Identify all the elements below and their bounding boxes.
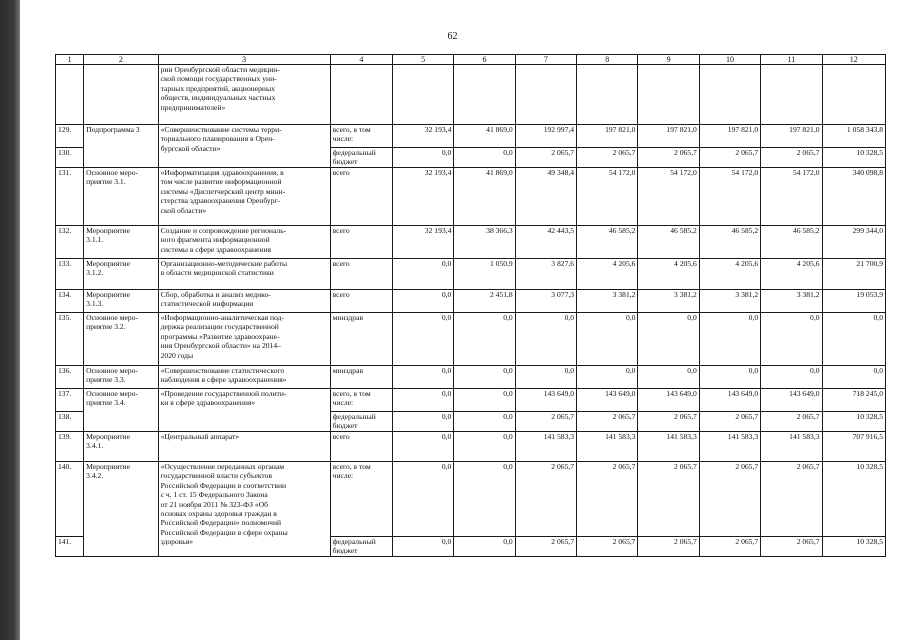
table-row	[56, 125, 886, 148]
item-name-cell: Мероприятие 3.4.2.	[84, 462, 158, 557]
table-row	[56, 226, 886, 259]
amount-cell: 2 451,8	[454, 290, 515, 313]
item-description-cell: «Осуществление переданных органам государственной власти субъектов Российской Федерации в соответствии с ч. 1 ст. 15 Федерального Закона от 21 ноября 2011 № 323-ФЗ «Об основах охраны здоровья граждан в Российской Федерации» полномочий Российской Федерации в сфере охраны здоровья»	[158, 462, 330, 557]
amount-cell: 2 065,7	[515, 148, 576, 168]
amount-cell: 46 585,2	[577, 226, 638, 259]
amount-cell: 0,0	[393, 313, 454, 366]
amount-cell: 2 065,7	[515, 537, 576, 557]
amount-cell: 32 193,4	[393, 125, 454, 148]
item-name-cell: Подпрограмма 3	[84, 125, 158, 168]
amount-cell: 1 058 343,8	[822, 125, 885, 148]
amount-cell: 2 065,7	[638, 537, 699, 557]
row-number-cell: 138.	[56, 412, 84, 432]
amount-cell: 2 065,7	[577, 412, 638, 432]
amount-cell: 46 585,2	[638, 226, 699, 259]
amount-cell: 3 077,3	[515, 290, 576, 313]
item-name-cell: Мероприятие 3.1.3.	[84, 290, 158, 313]
amount-cell: 0,0	[577, 313, 638, 366]
funding-source-cell: минздрав	[330, 366, 392, 389]
amount-cell: 0,0	[454, 366, 515, 389]
page-number: 62	[447, 31, 458, 42]
funding-source-cell: всего, в том числе:	[330, 125, 392, 148]
amount-cell: 141 583,3	[761, 432, 822, 462]
column-header: 8	[577, 55, 638, 65]
amount-cell: 141 583,3	[638, 432, 699, 462]
amount-cell	[638, 65, 699, 125]
amount-cell: 197 821,0	[699, 125, 760, 148]
amount-cell: 2 065,7	[761, 537, 822, 557]
amount-cell: 4 205,6	[761, 259, 822, 290]
table-row	[56, 65, 886, 125]
amount-cell: 0,0	[638, 313, 699, 366]
amount-cell: 3 381,2	[638, 290, 699, 313]
amount-cell: 0,0	[393, 432, 454, 462]
amount-cell: 143 649,0	[699, 389, 760, 412]
funding-source-cell: федеральный бюджет	[330, 148, 392, 168]
table-row	[56, 432, 886, 462]
amount-cell: 0,0	[454, 313, 515, 366]
amount-cell: 10 328,5	[822, 148, 885, 168]
amount-cell: 19 053,9	[822, 290, 885, 313]
budget-table	[55, 54, 886, 557]
column-header: 3	[158, 55, 330, 65]
amount-cell: 0,0	[454, 432, 515, 462]
amount-cell: 0,0	[822, 313, 885, 366]
table-row	[56, 389, 886, 412]
amount-cell: 54 172,0	[761, 168, 822, 226]
amount-cell: 21 700,9	[822, 259, 885, 290]
item-description-cell: «Информатизация здравоохранения, в том числе развитие информационной системы «Диспетчерский центр мини- стерства здравоохранения Оренбург- ской области»	[158, 168, 330, 226]
column-header: 12	[822, 55, 885, 65]
amount-cell: 4 205,6	[577, 259, 638, 290]
row-number-cell: 134.	[56, 290, 84, 313]
amount-cell: 2 065,7	[761, 412, 822, 432]
funding-source-cell: всего	[330, 432, 392, 462]
item-description-cell: «Совершенствование статистического наблюдения в сфере здравоохранения»	[158, 366, 330, 389]
item-description-cell: «Информационно-аналитическая под- держка реализации государственной программы «Развитие здравоохране- ния Оренбургской области» на 2014– 2020 годы	[158, 313, 330, 366]
amount-cell: 0,0	[393, 462, 454, 537]
amount-cell: 0,0	[638, 366, 699, 389]
row-number-cell	[56, 65, 84, 125]
item-name-cell: Мероприятие 3.1.1.	[84, 226, 158, 259]
amount-cell: 4 205,6	[699, 259, 760, 290]
funding-source-cell: всего, в том числе:	[330, 389, 392, 412]
amount-cell: 0,0	[454, 389, 515, 412]
funding-source-cell	[330, 65, 392, 125]
amount-cell: 0,0	[393, 259, 454, 290]
amount-cell: 143 649,0	[638, 389, 699, 412]
amount-cell: 32 193,4	[393, 168, 454, 226]
amount-cell: 0,0	[822, 366, 885, 389]
amount-cell: 3 381,2	[577, 290, 638, 313]
amount-cell: 143 649,0	[577, 389, 638, 412]
amount-cell	[393, 65, 454, 125]
item-name-cell: Основное меро- приятие 3.3.	[84, 366, 158, 389]
column-number-row	[56, 55, 886, 65]
amount-cell: 197 821,0	[577, 125, 638, 148]
amount-cell	[454, 65, 515, 125]
amount-cell: 143 649,0	[515, 389, 576, 412]
amount-cell: 0,0	[393, 148, 454, 168]
table-row	[56, 168, 886, 226]
column-header: 10	[699, 55, 760, 65]
amount-cell: 141 583,3	[515, 432, 576, 462]
amount-cell: 4 205,6	[638, 259, 699, 290]
item-name-cell: Мероприятие 3.4.1.	[84, 432, 158, 462]
funding-source-cell: всего	[330, 226, 392, 259]
amount-cell: 141 583,3	[699, 432, 760, 462]
amount-cell: 3 827,6	[515, 259, 576, 290]
amount-cell	[515, 65, 576, 125]
row-number-cell: 136.	[56, 366, 84, 389]
table-row	[56, 366, 886, 389]
amount-cell: 2 065,7	[577, 537, 638, 557]
table-row	[56, 313, 886, 366]
column-header: 5	[393, 55, 454, 65]
amount-cell: 0,0	[393, 537, 454, 557]
amount-cell: 0,0	[577, 366, 638, 389]
amount-cell: 197 821,0	[761, 125, 822, 148]
row-number-cell: 132.	[56, 226, 84, 259]
amount-cell: 2 065,7	[638, 462, 699, 537]
item-description-cell: «Совершенствование системы терри- ториального планирования в Орен- бургской области»	[158, 125, 330, 168]
amount-cell: 54 172,0	[577, 168, 638, 226]
amount-cell	[761, 65, 822, 125]
amount-cell: 41 869,0	[454, 168, 515, 226]
table-row	[56, 290, 886, 313]
amount-cell: 0,0	[393, 412, 454, 432]
amount-cell: 2 065,7	[577, 148, 638, 168]
amount-cell: 0,0	[454, 412, 515, 432]
amount-cell: 0,0	[699, 313, 760, 366]
amount-cell: 42 443,5	[515, 226, 576, 259]
amount-cell: 1 050,9	[454, 259, 515, 290]
table-row	[56, 259, 886, 290]
column-header: 4	[330, 55, 392, 65]
amount-cell: 0,0	[393, 290, 454, 313]
funding-source-cell: всего	[330, 290, 392, 313]
amount-cell: 143 649,0	[761, 389, 822, 412]
funding-source-cell: федеральный бюджет	[330, 537, 392, 557]
row-number-cell: 139.	[56, 432, 84, 462]
row-number-cell: 130.	[56, 148, 84, 168]
amount-cell	[577, 65, 638, 125]
row-number-cell: 141.	[56, 537, 84, 557]
amount-cell: 340 098,8	[822, 168, 885, 226]
amount-cell: 2 065,7	[577, 462, 638, 537]
amount-cell: 0,0	[515, 313, 576, 366]
item-description-cell: Сбор, обработка и анализ медико- статистической информации	[158, 290, 330, 313]
amount-cell: 2 065,7	[699, 148, 760, 168]
row-number-cell: 140.	[56, 462, 84, 537]
column-header: 9	[638, 55, 699, 65]
row-number-cell: 131.	[56, 168, 84, 226]
amount-cell: 54 172,0	[638, 168, 699, 226]
item-name-cell	[84, 65, 158, 125]
column-header: 2	[84, 55, 158, 65]
amount-cell: 2 065,7	[638, 148, 699, 168]
item-description-cell: Создание и сопровождение региональ- ного фрагмента информационной системы в сфере здравоохранения	[158, 226, 330, 259]
item-name-cell: Основное меро- приятие 3.4.	[84, 389, 158, 432]
amount-cell: 2 065,7	[638, 412, 699, 432]
row-number-cell: 137.	[56, 389, 84, 412]
amount-cell: 2 065,7	[699, 412, 760, 432]
amount-cell: 0,0	[454, 537, 515, 557]
amount-cell: 2 065,7	[761, 148, 822, 168]
amount-cell: 10 328,5	[822, 412, 885, 432]
amount-cell: 41 869,0	[454, 125, 515, 148]
amount-cell: 10 328,5	[822, 537, 885, 557]
row-number-cell: 129.	[56, 125, 84, 148]
amount-cell: 299 344,0	[822, 226, 885, 259]
amount-cell: 141 583,3	[577, 432, 638, 462]
amount-cell: 46 585,2	[699, 226, 760, 259]
amount-cell: 0,0	[393, 389, 454, 412]
funding-source-cell: минздрав	[330, 313, 392, 366]
amount-cell: 0,0	[761, 366, 822, 389]
item-description-cell: рии Оренбургской области медицин- ской помощи государственных уни- тарных предприятий, акционерных обществ, индивидуальных частных предпринимателей»	[158, 65, 330, 125]
funding-source-cell: федеральный бюджет	[330, 412, 392, 432]
column-header: 6	[454, 55, 515, 65]
amount-cell: 0,0	[454, 462, 515, 537]
amount-cell: 2 065,7	[515, 412, 576, 432]
amount-cell: 3 381,2	[699, 290, 760, 313]
amount-cell: 3 381,2	[761, 290, 822, 313]
funding-source-cell: всего, в том числе:	[330, 462, 392, 537]
amount-cell: 54 172,0	[699, 168, 760, 226]
funding-source-cell: всего	[330, 168, 392, 226]
amount-cell: 197 821,0	[638, 125, 699, 148]
amount-cell	[699, 65, 760, 125]
column-header: 1	[56, 55, 84, 65]
amount-cell: 2 065,7	[515, 462, 576, 537]
column-header: 11	[761, 55, 822, 65]
item-description-cell: «Центральный аппарат»	[158, 432, 330, 462]
amount-cell: 49 348,4	[515, 168, 576, 226]
amount-cell: 192 997,4	[515, 125, 576, 148]
amount-cell: 0,0	[393, 366, 454, 389]
funding-source-cell: всего	[330, 259, 392, 290]
item-name-cell: Основное меро- приятие 3.1.	[84, 168, 158, 226]
amount-cell	[822, 65, 885, 125]
column-header: 7	[515, 55, 576, 65]
item-name-cell: Мероприятие 3.1.2.	[84, 259, 158, 290]
amount-cell: 38 366,3	[454, 226, 515, 259]
amount-cell: 0,0	[699, 366, 760, 389]
row-number-cell: 135.	[56, 313, 84, 366]
amount-cell: 2 065,7	[699, 462, 760, 537]
amount-cell: 0,0	[515, 366, 576, 389]
amount-cell: 0,0	[761, 313, 822, 366]
amount-cell: 10 328,5	[822, 462, 885, 537]
item-name-cell: Основное меро- приятие 3.2.	[84, 313, 158, 366]
amount-cell: 707 916,5	[822, 432, 885, 462]
amount-cell: 718 245,0	[822, 389, 885, 412]
amount-cell: 46 585,2	[761, 226, 822, 259]
item-description-cell: «Проведение государственной полити- ки в сфере здравоохранения»	[158, 389, 330, 432]
table-row	[56, 462, 886, 537]
amount-cell: 0,0	[454, 148, 515, 168]
item-description-cell: Организационно-методические работы в области медицинской статистики	[158, 259, 330, 290]
amount-cell: 32 193,4	[393, 226, 454, 259]
amount-cell: 2 065,7	[699, 537, 760, 557]
amount-cell: 2 065,7	[761, 462, 822, 537]
scan-edge	[0, 0, 20, 640]
row-number-cell: 133.	[56, 259, 84, 290]
